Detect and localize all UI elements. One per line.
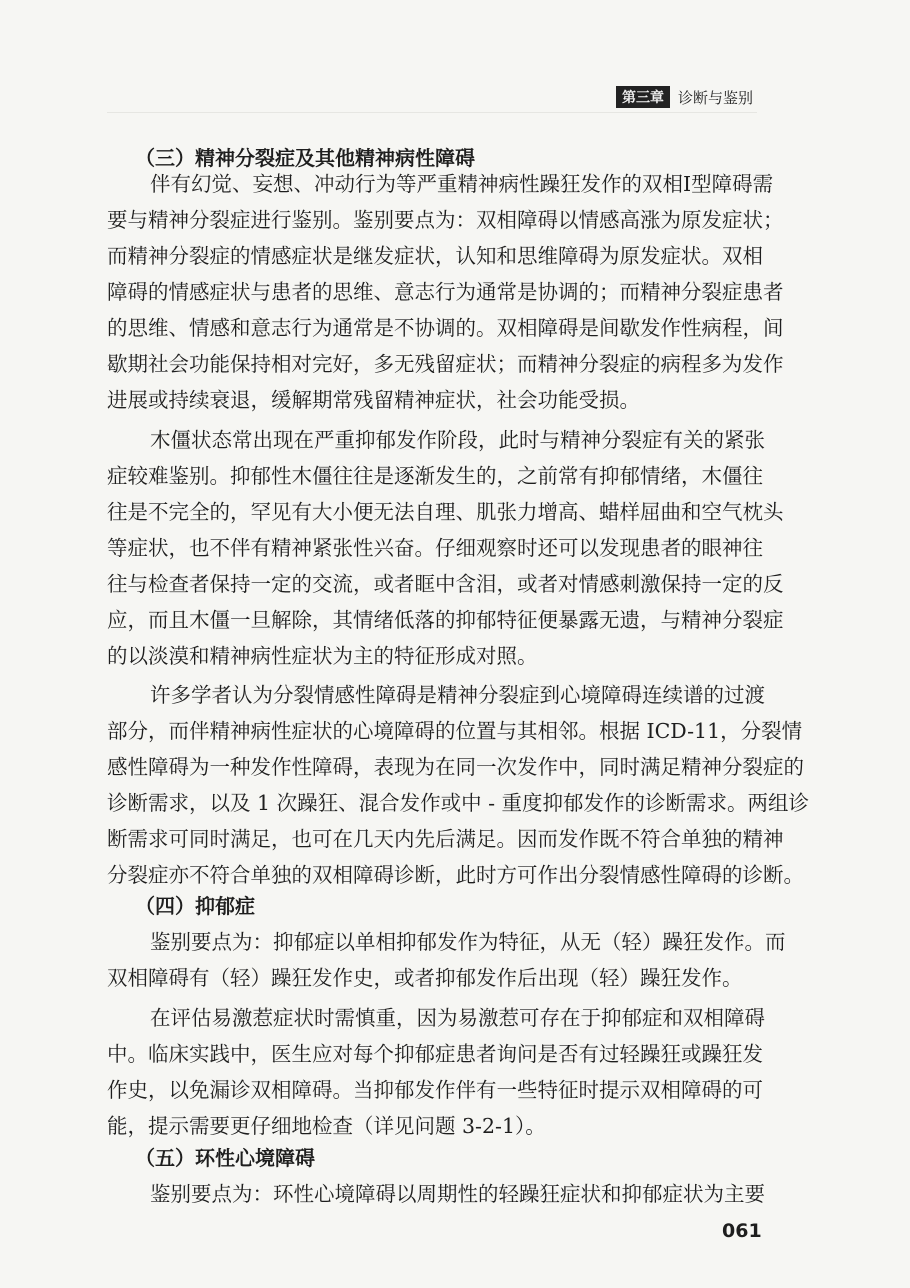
chapter-badge: 第三章: [616, 86, 670, 108]
paragraph-line: 的思维、情感和意志行为通常是不协调的。双相障碍是间歇发作性病程，间: [107, 316, 784, 340]
paragraph-line: 往与检查者保持一定的交流，或者眶中含泪，或者对情感刺激保持一定的反: [107, 572, 784, 596]
paragraph-line: 能，提示需要更仔细地检查（详见问题 3-2-1）。: [107, 1114, 546, 1138]
paragraph-line: 分裂症亦不符合单独的双相障碍诊断，此时方可作出分裂情感性障碍的诊断。: [107, 863, 804, 887]
paragraph-line: 中。临床实践中，医生应对每个抑郁症患者询问是否有过轻躁狂或躁狂发: [107, 1042, 763, 1066]
paragraph-line: 鉴别要点为：环性心境障碍以周期性的轻躁狂症状和抑郁症状为主要: [150, 1182, 765, 1206]
paragraph-line: 伴有幻觉、妄想、冲动行为等严重精神病性躁狂发作的双相Ⅰ型障碍需: [150, 172, 774, 196]
paragraph-line: 在评估易激惹症状时需慎重，因为易激惹可存在于抑郁症和双相障碍: [150, 1006, 765, 1030]
section-heading-4: （四）抑郁症: [135, 894, 255, 918]
paragraph-line: 歇期社会功能保持相对完好，多无残留症状；而精神分裂症的病程多为发作: [107, 352, 784, 376]
paragraph-line: 断需求可同时满足，也可在几天内先后满足。因而发作既不符合单独的精神: [107, 827, 784, 851]
paragraph-line: 鉴别要点为：抑郁症以单相抑郁发作为特征，从无（轻）躁狂发作。而: [150, 930, 786, 954]
paragraph-line: 而精神分裂症的情感症状是继发症状，认知和思维障碍为原发症状。双相: [107, 244, 763, 268]
paragraph-line: 许多学者认为分裂情感性障碍是精神分裂症到心境障碍连续谱的过渡: [150, 683, 765, 707]
paragraph-line: 诊断需求，以及 1 次躁狂、混合发作或中 - 重度抑郁发作的诊断需求。两组诊: [107, 791, 810, 815]
paragraph-line: 进展或持续衰退，缓解期常残留精神症状，社会功能受损。: [107, 388, 640, 412]
chapter-title: 诊断与鉴别: [677, 88, 753, 107]
section-heading-5: （五）环性心境障碍: [135, 1146, 315, 1170]
paragraph-line: 等症状，也不伴有精神紧张性兴奋。仔细观察时还可以发现患者的眼神往: [107, 536, 763, 560]
paragraph-line: 应，而且木僵一旦解除，其情绪低落的抑郁特征便暴露无遗，与精神分裂症: [107, 608, 784, 632]
paragraph-line: 感性障碍为一种发作性障碍，表现为在同一次发作中，同时满足精神分裂症的: [107, 755, 804, 779]
header-divider: [107, 112, 757, 113]
paragraph-line: 部分，而伴精神病性症状的心境障碍的位置与其相邻。根据 ICD-11，分裂情: [107, 719, 803, 743]
paragraph-line: 症较难鉴别。抑郁性木僵往往是逐渐发生的，之前常有抑郁情绪，木僵往: [107, 464, 763, 488]
paragraph-line: 作史，以免漏诊双相障碍。当抑郁发作伴有一些特征时提示双相障碍的可: [107, 1078, 763, 1102]
running-header: [616, 86, 753, 108]
paragraph-line: 木僵状态常出现在严重抑郁发作阶段，此时与精神分裂症有关的紧张: [150, 428, 765, 452]
paragraph-line: 双相障碍有（轻）躁狂发作史，或者抑郁发作后出现（轻）躁狂发作。: [107, 966, 743, 990]
paragraph-line: 要与精神分裂症进行鉴别。鉴别要点为：双相障碍以情感高涨为原发症状；: [107, 208, 784, 232]
paragraph-line: 往是不完全的，罕见有大小便无法自理、肌张力增高、蜡样屈曲和空气枕头: [107, 500, 784, 524]
paragraph-line: 障碍的情感症状与患者的思维、意志行为通常是协调的；而精神分裂症患者: [107, 280, 784, 304]
paragraph-line: 的以淡漠和精神病性症状为主的特征形成对照。: [107, 644, 538, 668]
page-number: 061: [722, 1220, 762, 1242]
section-heading-3: （三）精神分裂症及其他精神病性障碍: [135, 146, 475, 170]
